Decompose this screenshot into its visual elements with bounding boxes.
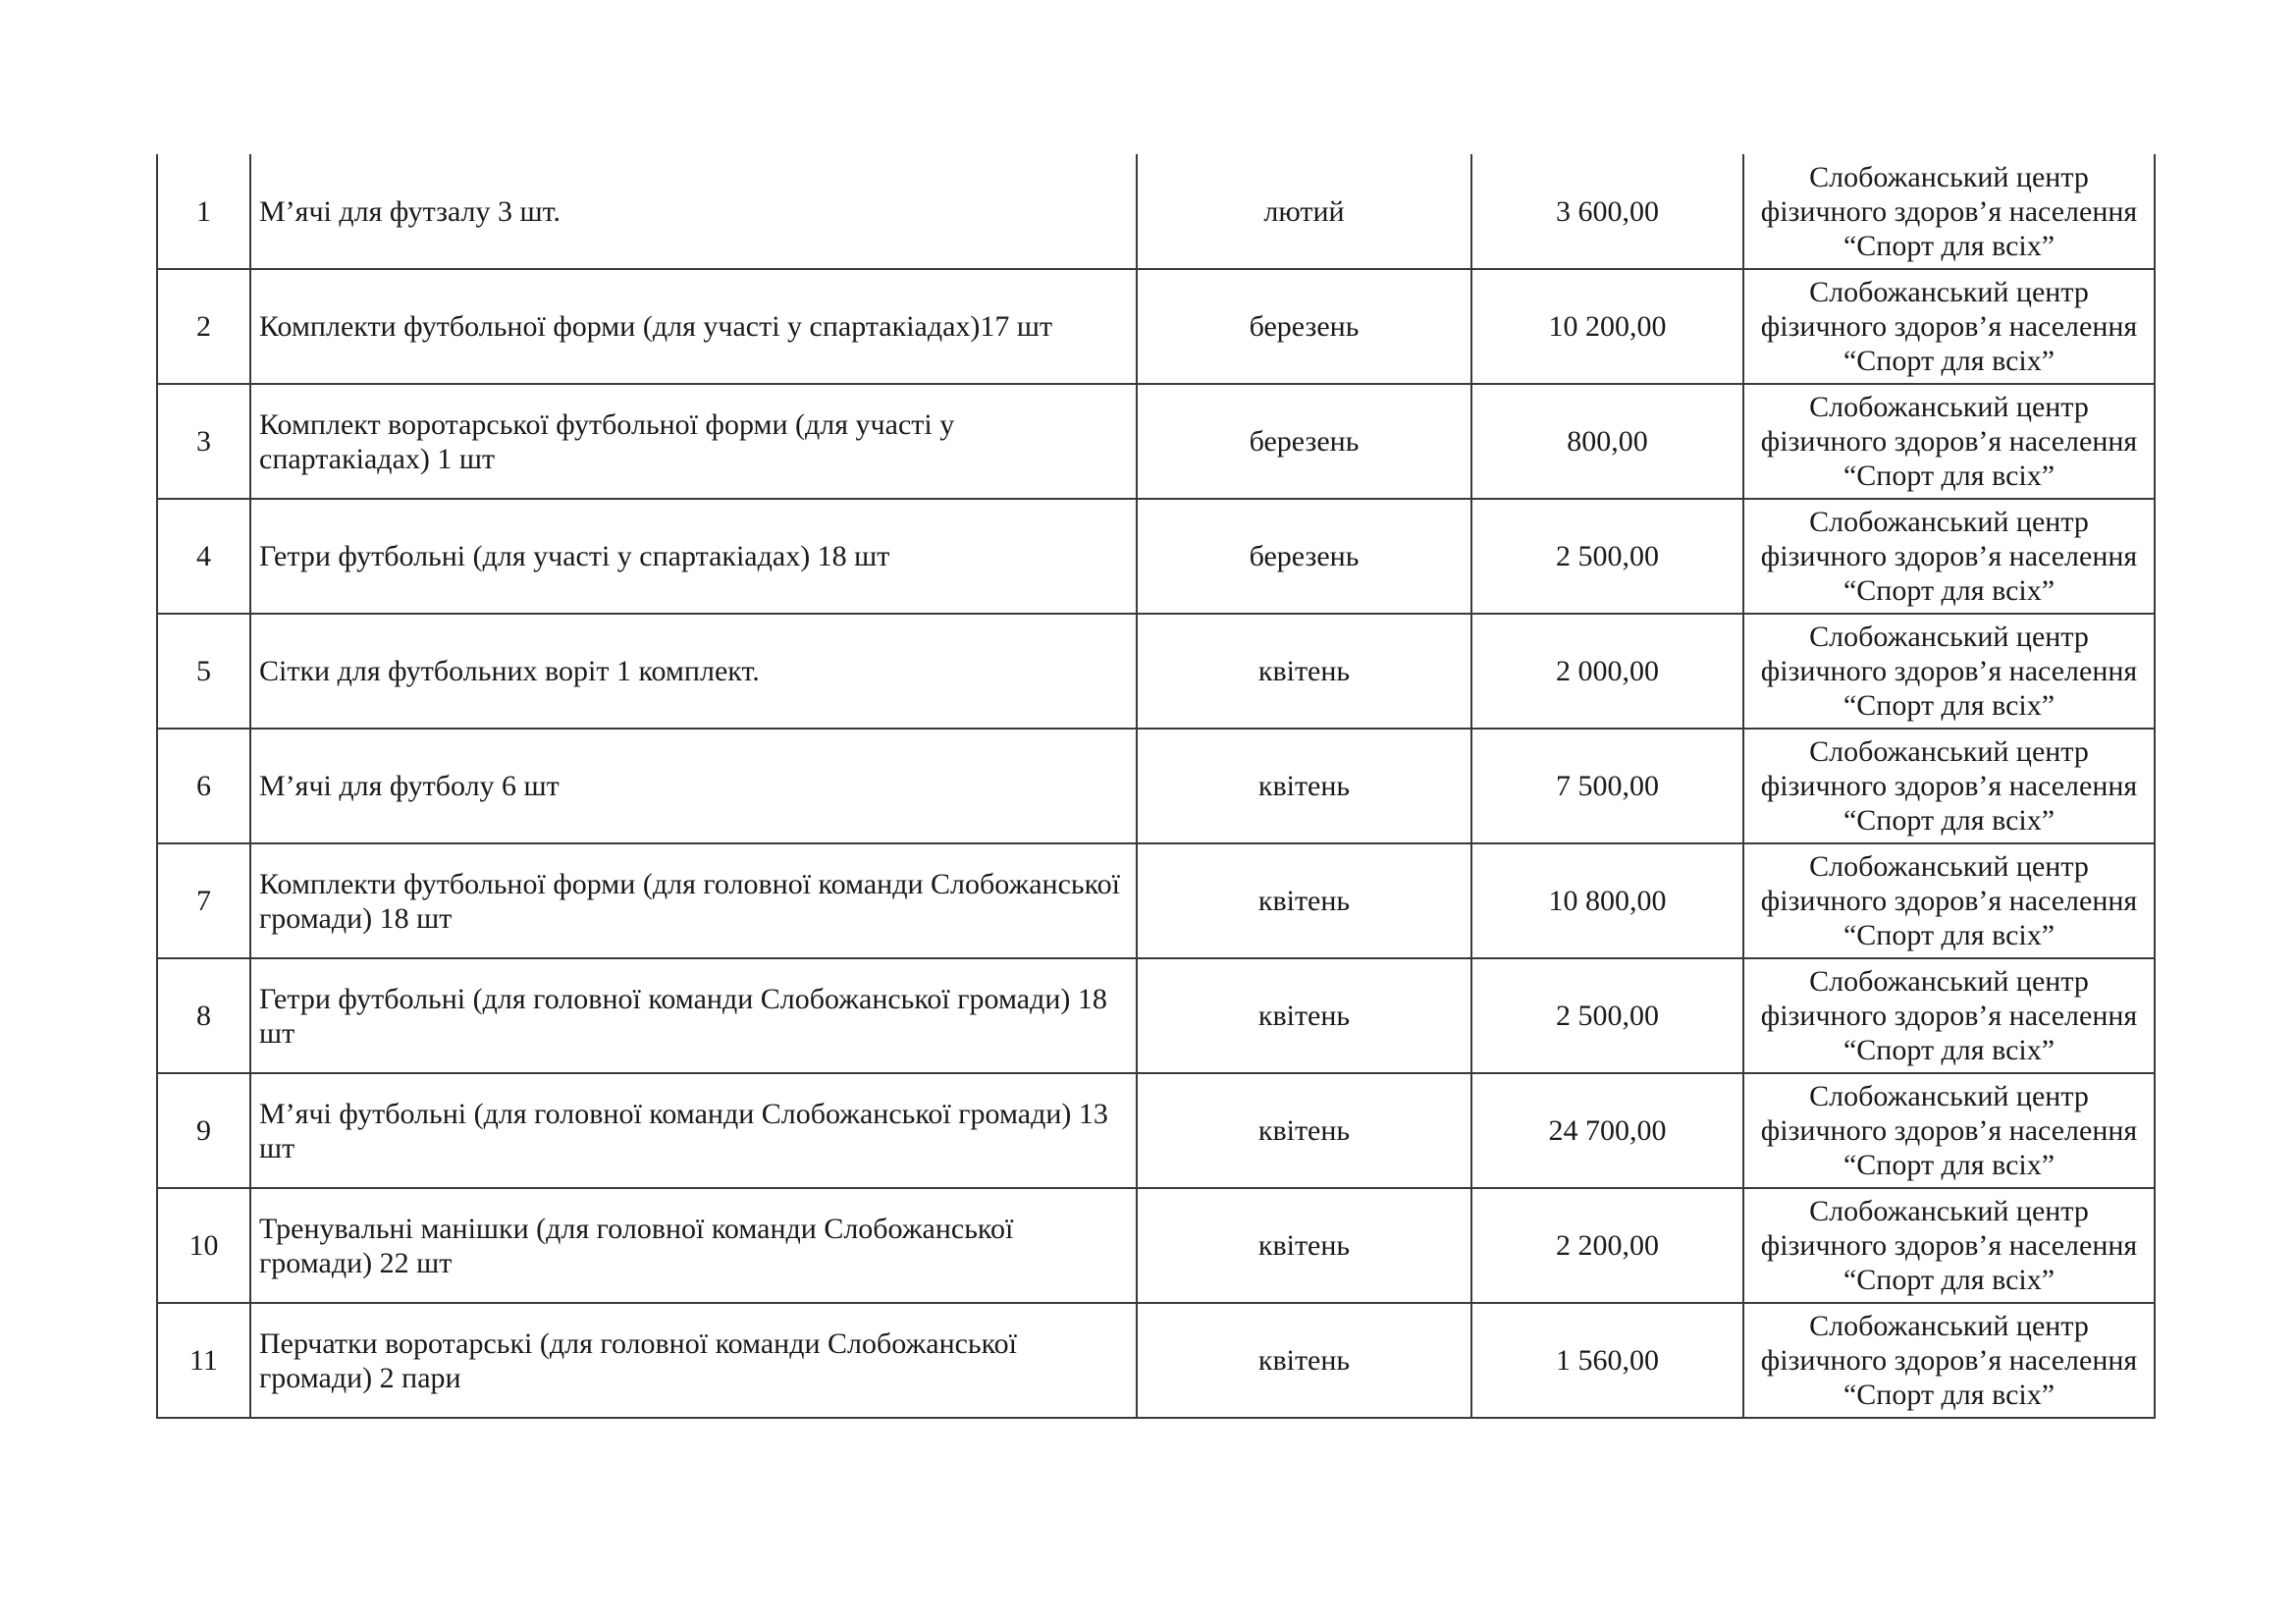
amount-cell: 10 800,00 (1471, 843, 1743, 958)
row-number-cell: 4 (157, 499, 250, 614)
row-number-cell: 7 (157, 843, 250, 958)
amount-cell: 3 600,00 (1471, 154, 1743, 269)
month-cell: березень (1137, 499, 1471, 614)
executor-line: “Спорт для всіх” (1842, 1379, 2056, 1411)
executor-line: “Спорт для всіх” (1842, 1264, 2056, 1296)
executor-line: фізичного здоров’я населення (1760, 1344, 2138, 1377)
amount-cell: 2 500,00 (1471, 499, 1743, 614)
table-row (157, 1188, 2155, 1303)
executor-line: Слобожанський центр (1809, 1195, 2089, 1227)
month-cell: березень (1137, 269, 1471, 384)
executor-line: фізичного здоров’я населення (1760, 770, 2138, 802)
executor-cell (1743, 958, 2155, 1073)
month-cell: квітень (1137, 958, 1471, 1073)
executor-line: фізичного здоров’я населення (1760, 425, 2138, 458)
table-row (157, 614, 2155, 729)
row-number-cell: 8 (157, 958, 250, 1073)
month-cell: квітень (1137, 1073, 1471, 1188)
amount-cell: 800,00 (1471, 384, 1743, 499)
executor-line: фізичного здоров’я населення (1760, 1000, 2138, 1032)
executor-cell (1743, 843, 2155, 958)
row-number-cell: 9 (157, 1073, 250, 1188)
executor-cell (1743, 499, 2155, 614)
item-name-cell: Тренувальні манішки (для головної команди Слобожанської громади) 22 шт (250, 1188, 1137, 1303)
executor-line: фізичного здоров’я населення (1760, 194, 2138, 228)
executor-line: “Спорт для всіх” (1842, 460, 2056, 492)
row-number-cell: 1 (157, 154, 250, 269)
executor-line: “Спорт для всіх” (1842, 804, 2056, 837)
item-name-cell: М’ячі футбольні (для головної команди Слобожанської громади) 13 шт (250, 1073, 1137, 1188)
item-name-cell: М’ячі для футболу 6 шт (250, 729, 1137, 843)
executor-line: “Спорт для всіх” (1842, 919, 2056, 951)
row-number-cell: 3 (157, 384, 250, 499)
month-cell: квітень (1137, 729, 1471, 843)
executor-cell (1743, 384, 2155, 499)
month-cell: лютий (1137, 154, 1471, 269)
table-row (157, 499, 2155, 614)
row-number-cell: 10 (157, 1188, 250, 1303)
executor-line: Слобожанський центр (1809, 391, 2089, 423)
amount-cell: 1 560,00 (1471, 1303, 1743, 1418)
executor-line: “Спорт для всіх” (1842, 574, 2056, 607)
executor-line: Слобожанський центр (1809, 160, 2089, 193)
month-cell: квітень (1137, 843, 1471, 958)
executor-line: “Спорт для всіх” (1842, 229, 2056, 262)
row-number-cell: 5 (157, 614, 250, 729)
month-cell: березень (1137, 384, 1471, 499)
executor-cell (1743, 1073, 2155, 1188)
month-cell: квітень (1137, 1188, 1471, 1303)
executor-cell (1743, 269, 2155, 384)
executor-cell (1743, 1188, 2155, 1303)
table-row (157, 958, 2155, 1073)
executor-line: фізичного здоров’я населення (1760, 1114, 2138, 1147)
executor-line: Слобожанський центр (1809, 850, 2089, 883)
item-name-cell: Перчатки воротарські (для головної команди Слобожанської громади) 2 пари (250, 1303, 1137, 1418)
amount-cell: 7 500,00 (1471, 729, 1743, 843)
table-body (157, 154, 2155, 1418)
amount-cell: 2 500,00 (1471, 958, 1743, 1073)
item-name-cell: М’ячі для футзалу 3 шт. (250, 154, 1137, 269)
executor-cell (1743, 1303, 2155, 1418)
item-name-cell: Комплект воротарської футбольної форми (для участі у спартакіадах) 1 шт (250, 384, 1137, 499)
executor-line: Слобожанський центр (1809, 621, 2089, 653)
row-number-cell: 6 (157, 729, 250, 843)
executor-cell (1743, 614, 2155, 729)
table-row (157, 1073, 2155, 1188)
executor-line: “Спорт для всіх” (1842, 1034, 2056, 1066)
executor-line: Слобожанський центр (1809, 276, 2089, 308)
item-name-cell: Комплекти футбольної форми (для головної команди Слобожанської громади) 18 шт (250, 843, 1137, 958)
executor-cell (1743, 729, 2155, 843)
executor-line: фізичного здоров’я населення (1760, 540, 2138, 572)
row-number-cell: 2 (157, 269, 250, 384)
table-row (157, 384, 2155, 499)
table-row (157, 843, 2155, 958)
amount-cell: 2 000,00 (1471, 614, 1743, 729)
amount-cell: 2 200,00 (1471, 1188, 1743, 1303)
item-name-cell: Сітки для футбольних воріт 1 комплект. (250, 614, 1137, 729)
executor-line: Слобожанський центр (1809, 506, 2089, 538)
executor-line: Слобожанський центр (1809, 735, 2089, 768)
executor-line: “Спорт для всіх” (1842, 689, 2056, 722)
item-name-cell: Гетри футбольні (для участі у спартакіадах) 18 шт (250, 499, 1137, 614)
item-name-cell: Комплекти футбольної форми (для участі у спартакіадах)17 шт (250, 269, 1137, 384)
executor-line: Слобожанський центр (1809, 1310, 2089, 1342)
executor-line: фізичного здоров’я населення (1760, 655, 2138, 687)
table-row (157, 1303, 2155, 1418)
month-cell: квітень (1137, 1303, 1471, 1418)
table-row (157, 154, 2155, 269)
item-name-cell: Гетри футбольні (для головної команди Слобожанської громади) 18 шт (250, 958, 1137, 1073)
row-number-cell: 11 (157, 1303, 250, 1418)
executor-line: “Спорт для всіх” (1842, 345, 2056, 377)
month-cell: квітень (1137, 614, 1471, 729)
procurement-table (156, 154, 2156, 1419)
executor-line: фізичного здоров’я населення (1760, 885, 2138, 917)
executor-line: Слобожанський центр (1809, 965, 2089, 998)
table-row (157, 269, 2155, 384)
amount-cell: 10 200,00 (1471, 269, 1743, 384)
executor-cell (1743, 154, 2155, 269)
executor-line: фізичного здоров’я населення (1760, 310, 2138, 343)
table-row (157, 729, 2155, 843)
amount-cell: 24 700,00 (1471, 1073, 1743, 1188)
executor-line: фізичного здоров’я населення (1760, 1229, 2138, 1262)
executor-line: “Спорт для всіх” (1842, 1149, 2056, 1181)
executor-line: Слобожанський центр (1809, 1080, 2089, 1112)
